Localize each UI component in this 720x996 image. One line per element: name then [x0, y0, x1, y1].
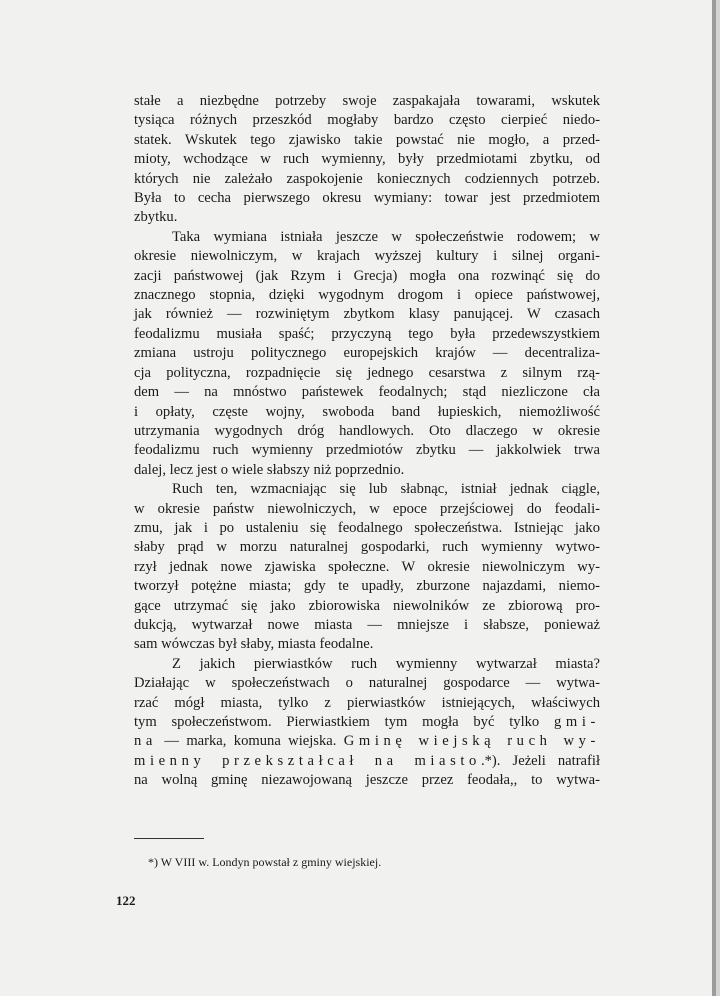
text-line: dukcją, wytwarzał nowe miasta — mniejsze i słabsze, ponieważ	[134, 616, 600, 633]
body-text	[134, 92, 600, 791]
text-line: zmu, jak i po ustaleniu się feodalnego społeczeństwa. Istniejąc jako	[134, 519, 600, 536]
text-line: statek. Wskutek tego zjawisko takie powstać nie mogło, a przed-	[134, 131, 600, 148]
text-line: których nie zależało zaspokojenie koniecznych codziennych potrzeb.	[134, 170, 600, 187]
paragraph-1	[134, 92, 600, 228]
text-line: sam wówczas był słaby, miasta feodalne.	[134, 636, 374, 653]
spaced-emphasis: mienny przekształcał na miasto	[134, 752, 481, 769]
spaced-emphasis: gmi-	[554, 714, 600, 730]
text-line: feodalizmu musiała spaść; przyczyną tego była przedewszystkiem	[134, 325, 600, 342]
text-line: zacji państwowej (jak Rzym i Grecja) mogła ona rozwinąć się do	[134, 267, 600, 284]
text-line: Taka wymiana istniała jeszcze w społeczeństwie rodowem; w	[172, 228, 600, 245]
text-line: dem — na mnóstwo państewek feodalnych; stąd niezliczone cła	[134, 384, 600, 401]
text-line: i opłaty, częste wojny, swoboda band łupieskich, niemożliwość	[134, 403, 600, 420]
text-line: zmiana ustroju politycznego europejskich krajów — decentraliza-	[134, 345, 600, 362]
text-line: gące utrzymać się jako zbiorowiska niewolników ze zbiorową pro-	[134, 597, 600, 614]
text-line: Była to cecha pierwszego okresu wymiany: towar jest przedmiotem	[134, 190, 600, 207]
footnote-divider	[134, 838, 204, 839]
text-line: Działając w społeczeństwach o naturalnej gospodarce — wytwa-	[134, 675, 600, 692]
text-line	[134, 752, 600, 771]
text-line	[134, 732, 600, 751]
text-line: rzył jednak nowe zjawiska społeczne. W okresie niewolniczym wy-	[134, 558, 600, 575]
text-line: Z jakich pierwiastków ruch wymienny wytwarzał miasta?	[172, 655, 600, 672]
spaced-emphasis: Gminę wiejską ruch wy-	[343, 733, 600, 750]
text-line: słaby prąd w morzu naturalnej gospodarki, ruch wymienny wytwo-	[134, 539, 600, 556]
text-line: feodalizmu ruch wymienny przedmiotów zbytku — jakkolwiek trwa	[134, 442, 600, 459]
text-line: zbytku.	[134, 209, 178, 226]
text-line: okresie niewolniczym, w krajach wyższej kultury i silnej organi-	[134, 248, 600, 265]
text-line: tysiąca różnych przeszkód mogłaby bardzo często cierpieć niedo-	[134, 112, 600, 129]
text-line: tworzył potężne miasta; gdy te upadły, zburzone najazdami, niemo-	[134, 578, 600, 595]
text-line: dalej, lecz jest o wiele słabszy niż poprzednio.	[134, 461, 405, 478]
footnote: *) W VIII w. Londyn powstał z gminy wiejskiej.	[148, 855, 382, 869]
text-line: stałe a niezbędne potrzeby swoje zaspakajała towarami, wskutek	[134, 93, 600, 109]
text-line: mioty, wchodzące w ruch wymienny, były przedmiotami zbytku, od	[134, 151, 600, 168]
spaced-emphasis: na	[134, 733, 157, 750]
text-line: Ruch ten, wzmacniając się lub słabnąc, istniał jednak ciągle,	[172, 481, 600, 498]
text-fragment: .*). Jeżeli natrafił	[480, 752, 601, 769]
text-fragment: tym społeczeństwom. Pierwiastkiem tym mogła być tylko	[134, 714, 540, 730]
text-line: cja polityczna, rozpadnięcie się jednego cesarstwa z silnym rzą-	[134, 364, 600, 381]
page-number: 122	[116, 893, 136, 908]
paragraph-4	[134, 655, 600, 791]
text-line: utrzymania wygodnych dróg handlowych. Oto dlaczego w okresie	[134, 422, 600, 439]
paragraph-3	[134, 480, 600, 655]
text-line: jak również — rozwiniętym zbytkom klasy panującej. W czasach	[134, 306, 600, 323]
text-line: na wolną gminę niezawojowaną jeszcze przez feodała,, to wytwa-	[134, 772, 600, 789]
text-fragment: — marka, komuna wiejska.	[164, 733, 337, 750]
text-line	[134, 713, 600, 732]
text-line: rzać mógł miasta, tylko z pierwiastków istniejących, właściwych	[134, 694, 600, 711]
paragraph-2	[134, 228, 600, 480]
text-line: w okresie państw niewolniczych, w epoce przejściowej do feodali-	[134, 500, 600, 517]
text-line: znacznego stopnia, dzięki wygodnym drogom i opiece państwowej,	[134, 287, 600, 304]
